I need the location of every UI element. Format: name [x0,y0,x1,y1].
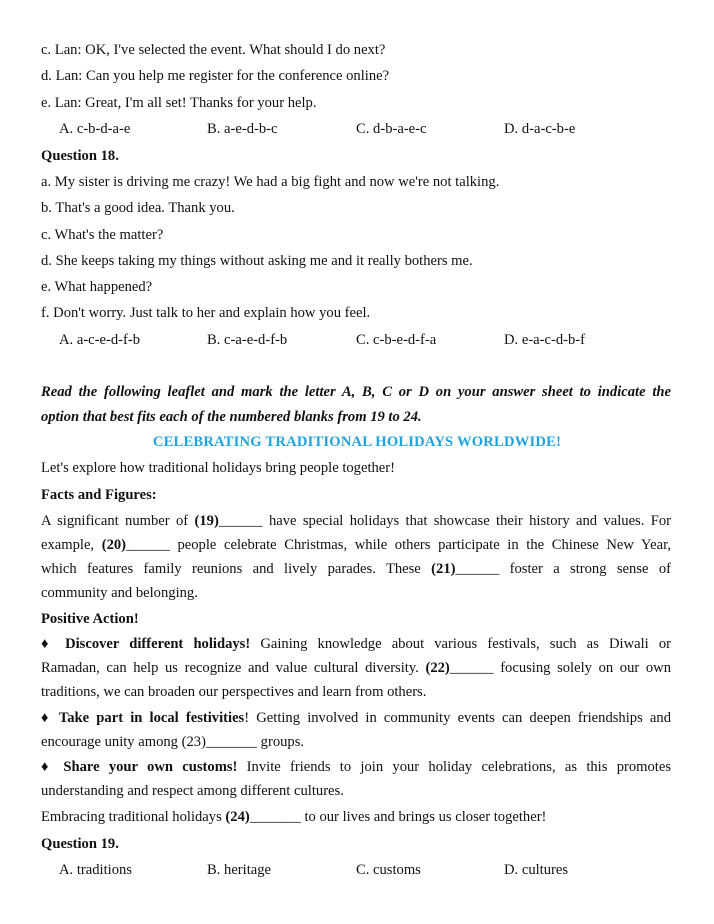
q18-option-d: D. e-a-c-d-b-f [504,332,586,348]
closing-line: Embracing traditional holidays (24)_______ to our lives and brings us closer together! [41,809,547,825]
bullet-1-heading: ♦ Discover different holidays! [41,636,251,652]
bullet-3-line-1: ♦ Share your own customs! Invite friends to join your holiday celebrations, as this promotes [41,759,672,775]
instruction-line-1: Read the following leaflet and mark the letter A, B, C or D on your answer sheet to indicate the [41,384,671,400]
leaflet-title: CELEBRATING TRADITIONAL HOLIDAYS WORLDWIDE! [152,434,562,450]
q19-option-a: A. traditions [59,862,132,878]
blank-21: (21) [431,561,456,577]
blank-23: (23) [181,734,206,750]
blank-19: (19) [194,513,219,529]
q18-item-d: d. She keeps taking my things without asking me and it really bothers me. [41,253,473,269]
bullet-3-line-2: understanding and respect among different cultures. [41,783,344,799]
q17-option-c: C. d-b-a-e-c [356,121,427,137]
q17-option-b: B. a-e-d-b-c [207,121,278,137]
q18-item-c: c. What's the matter? [41,227,164,243]
q18-option-b: B. c-a-e-d-f-b [207,332,288,348]
bullet-1-line-3: traditions, we can broaden our perspectives and learn from others. [41,684,427,700]
leaflet-intro: Let's explore how traditional holidays bring people together! [41,460,395,476]
instruction-line-2: option that best fits each of the numbered blanks from 19 to 24. [41,409,422,425]
q19-heading: Question 19. [41,836,119,852]
bullet-2-line-1: ♦ Take part in local festivities! Getting involved in community events can deepen friendships and [41,710,671,726]
q17-item-c: c. Lan: OK, I've selected the event. What should I do next? [41,42,386,58]
facts-heading: Facts and Figures: [41,487,157,503]
q17-option-d: D. d-a-c-b-e [504,121,576,137]
facts-line-1: A significant number of (19)______ have special holidays that showcase their history and values. For [41,513,671,529]
q18-item-a: a. My sister is driving me crazy! We had a big fight and now we're not talking. [41,174,500,190]
positive-action-heading: Positive Action! [41,611,139,627]
q17-option-a: A. c-b-d-a-e [59,121,131,137]
facts-line-4: community and belonging. [41,585,198,601]
bullet-3-heading: ♦ Share your own customs! [41,759,238,775]
blank-24: (24) [225,809,250,825]
facts-line-3: which features family reunions and lively parades. These (21)______ foster a strong sense of [41,561,671,577]
q18-option-c: C. c-b-e-d-f-a [356,332,437,348]
blank-20: (20) [101,537,127,553]
facts-line-2: example, (20)______ people celebrate Christmas, while others participate in the Chinese New Year, [41,537,671,553]
bullet-1-line-2: Ramadan, can help us recognize and value cultural diversity. (22)______ focusing solely on our own [41,660,671,676]
q18-item-b: b. That's a good idea. Thank you. [41,200,235,216]
q19-option-c: C. customs [356,862,421,878]
q18-heading: Question 18. [41,148,119,164]
q18-item-f: f. Don't worry. Just talk to her and explain how you feel. [41,305,371,321]
blank-22: (22) [425,660,450,676]
q19-option-b: B. heritage [207,862,272,878]
q17-item-e: e. Lan: Great, I'm all set! Thanks for your help. [41,95,317,111]
q18-option-a: A. a-c-e-d-f-b [59,332,141,348]
bullet-2-line-2: encourage unity among (23)_______ groups. [41,734,305,750]
q19-option-d: D. cultures [504,862,569,878]
bullet-1-line-1: ♦ Discover different holidays! Gaining knowledge about various festivals, such as Diwali or [41,636,672,652]
q17-item-d: d. Lan: Can you help me register for the conference online? [41,68,390,84]
bullet-2-heading: ♦ Take part in local festivities [41,710,245,726]
q18-item-e: e. What happened? [41,279,153,295]
